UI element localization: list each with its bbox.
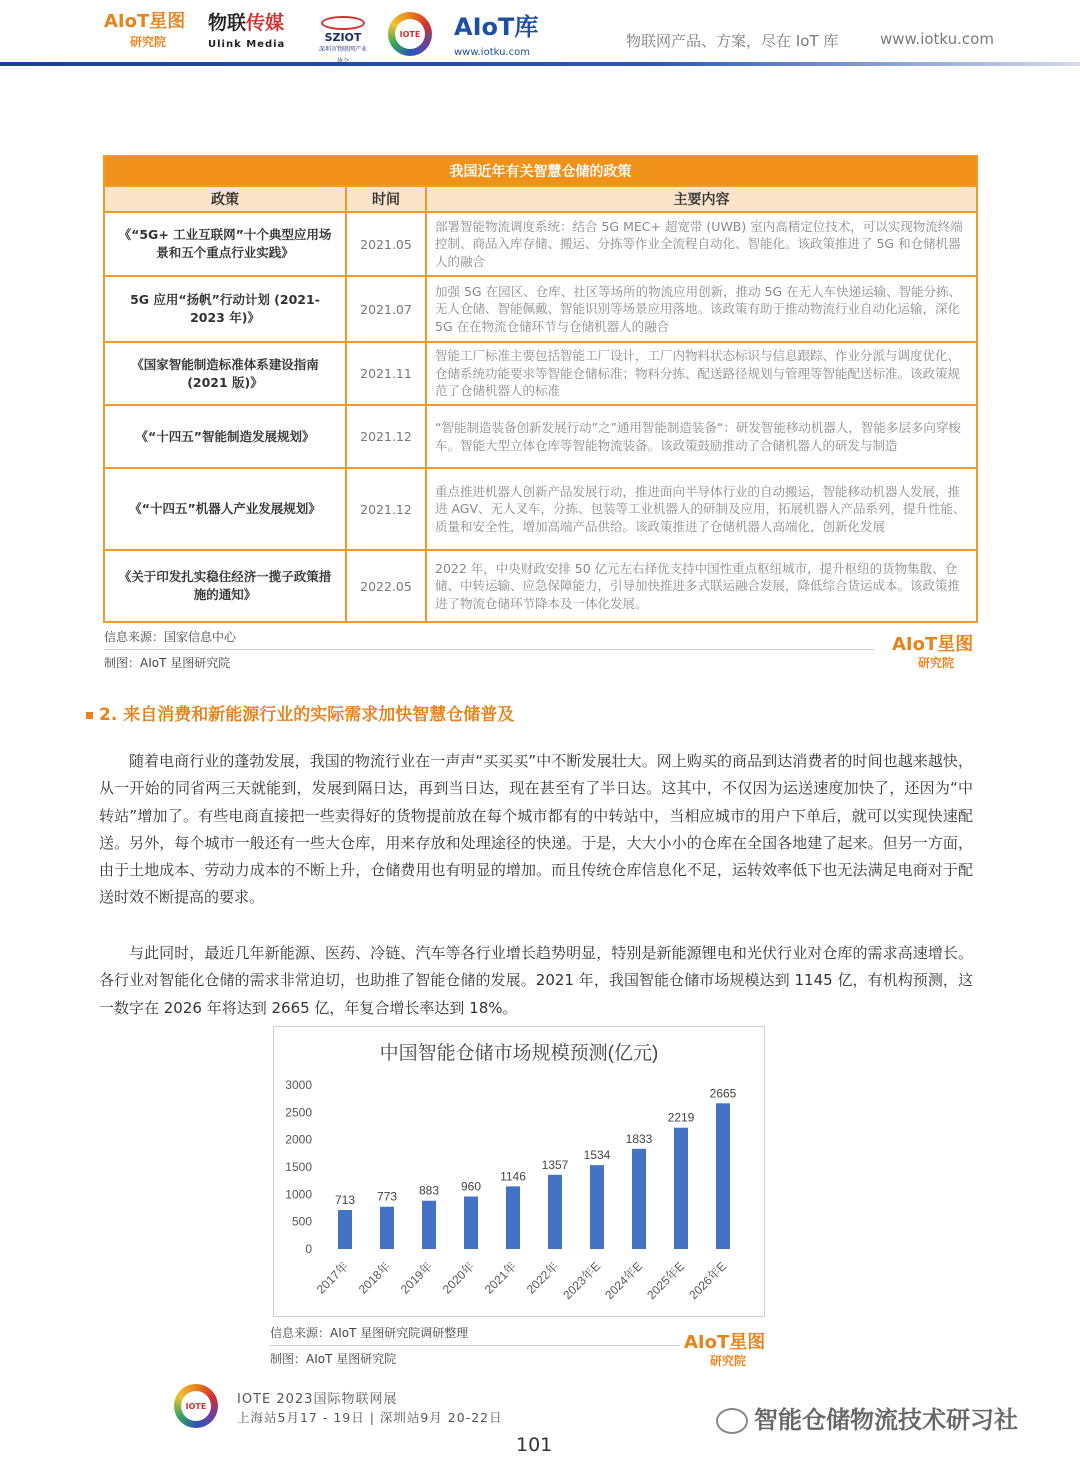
body-paragraph: 随着电商行业的蓬勃发展，我国的物流行业在一声声“买买买”中不断发展壮大。网上购买的商品到达消费者的时间也越来越快，从一开始的同省两三天就能到，发展到隔日达，再到当日达，现在甚至有了半日达。这其中，不仅因为运送速度加快了，还因为“中转站”增加了。有些电商直接把一些卖得好的货物提前放在每个城市都有的中转站中，当相应城市的用户下单后，就可以实现快速配送。另外，每个城市一般还有一些大仓库，用来存放和处理途径的快递。于是，大大小小的仓库在全国各地建了起来。但另一方面，由于土地成本、劳动力成本的不断上升，仓储费用也有明显的增加。而且传统仓库信息化不足，运转效率低下也无法满足电商对于配送时效不断提高的要求。 bbox=[99, 752, 973, 907]
iote-footer-text: IOTE bbox=[181, 1391, 211, 1421]
data-label: 773 bbox=[376, 1189, 398, 1204]
y-tick-label: 2000 bbox=[285, 1132, 312, 1147]
table-made-by: 制图：AIoT 星图研究院 bbox=[104, 656, 231, 670]
chart-bar bbox=[590, 1165, 604, 1249]
section-heading bbox=[86, 700, 514, 725]
table-caption-row bbox=[104, 156, 977, 186]
x-tick-label: 2021年 bbox=[481, 1259, 520, 1297]
wulian-media-logo bbox=[208, 12, 285, 56]
x-tick-label: 2025年E bbox=[644, 1259, 688, 1303]
brand-mark-sub: 研究院 bbox=[710, 1354, 747, 1368]
y-tick-label: 1000 bbox=[285, 1187, 312, 1202]
aiotku-logo-sub: www.iotku.com bbox=[454, 47, 530, 58]
aiot-brand-mark bbox=[684, 1334, 765, 1370]
sziot-logo-text: SZIOT bbox=[324, 31, 362, 44]
chart-bar bbox=[674, 1128, 688, 1249]
data-label: 1833 bbox=[625, 1131, 653, 1146]
chart-source: 信息来源：AIoT 星图研究院调研整理 bbox=[270, 1326, 469, 1340]
data-label: 1534 bbox=[583, 1148, 611, 1163]
table-row bbox=[104, 405, 977, 468]
chart-bar bbox=[716, 1103, 730, 1249]
column-header: 政策 bbox=[104, 186, 346, 212]
body-paragraph: 与此同时，最近几年新能源、医药、冷链、汽车等各行业增长趋势明显，特别是新能源锂电和光伏行业对仓库的需求高速增长。各行业对智能化仓储的需求非常迫切，也助推了智能仓储的发展。2021 年，我国智能仓储市场规模达到 1145 亿，有机构预测，这一数字在 2026 年将达到 2665 亿，年复合增长率达到 18%。 bbox=[99, 944, 973, 1017]
policy-content: 部署智能物流调度系统：结合 5G MEC+ 超宽带 (UWB) 室内高精定位技术，可以实现物流终端控制、商品入库存储、搬运、分拣等作业全流程自动化、智能化。该政策推进了 5G 和仓储机器人的融合 bbox=[426, 212, 977, 276]
policy-name: 《关于印发扎实稳住经济一揽子政策措施的通知》 bbox=[104, 550, 346, 622]
policy-content: 智能工厂标准主要包括智能工厂设计，工厂内物料状态标识与信息跟踪、作业分派与调度优化、仓储系统功能要求等智能仓储标准；物料分拣、配送路径规划与管理等智能配送标准。该政策规范了仓储机器人的标准 bbox=[426, 342, 977, 405]
y-tick-label: 0 bbox=[305, 1242, 312, 1256]
x-tick-label: 2022年 bbox=[523, 1259, 562, 1297]
iote-logo-text: IOTE bbox=[395, 19, 425, 49]
brand-mark-sub: 研究院 bbox=[918, 656, 955, 670]
y-tick-label: 1500 bbox=[285, 1160, 312, 1174]
policy-content: 重点推进机器人创新产品发展行动，推进面向半导体行业的自动搬运，智能移动机器人发展，推进 AGV、无人叉车，分拣、包装等工业机器人的研制及应用，拓展机器人产品系列，提升性能、质量和安全性，增加高端产品供给。该政策推进了仓储机器人高端化，创新化发展 bbox=[426, 468, 977, 550]
aiot-logo-text: AIoT星图 bbox=[104, 11, 186, 32]
chart-bar bbox=[506, 1186, 520, 1249]
x-tick-label: 2024年E bbox=[602, 1259, 646, 1303]
policy-content: “智能制造装备创新发展行动”之”通用智能制造装备“：研发智能移动机器人，智能多层多向穿梭车。智能大型立体仓库等智能物流装备。该政策鼓励推动了合储机器人的研发与制造 bbox=[426, 405, 977, 468]
table-row bbox=[104, 276, 977, 342]
table-row bbox=[104, 468, 977, 550]
iote-logo bbox=[388, 12, 432, 56]
data-label: 2219 bbox=[667, 1110, 695, 1125]
data-label: 1357 bbox=[541, 1157, 569, 1172]
square-bullet-icon bbox=[86, 712, 93, 719]
expo-dates: 上海站5月17 - 19日 | 深圳站9月 20-22日 bbox=[237, 1410, 503, 1425]
x-tick-label: 2023年E bbox=[560, 1259, 604, 1303]
chart-canvas bbox=[274, 1027, 764, 1316]
chart-bar bbox=[422, 1201, 436, 1249]
source-divider bbox=[104, 649, 874, 650]
chart-bar bbox=[380, 1207, 394, 1249]
chart-bar bbox=[338, 1210, 352, 1249]
chart-title: 中国智能仓储市场规模预测(亿元) bbox=[379, 1043, 659, 1064]
wulian-logo-sub: Ulink Media bbox=[208, 39, 286, 50]
data-label: 2665 bbox=[709, 1086, 737, 1101]
column-header: 时间 bbox=[346, 186, 426, 212]
policy-content: 2022 年，中央财政安排 50 亿元左右择优支持中国性重点枢纽城市，提升枢纽的货物集散、仓储、中转运输、应急保障能力，引导加快推进多式联运融合发展，降低综合货运成本。该政策推进了物流仓储环节降本及一体化发展。 bbox=[426, 550, 977, 622]
policy-time: 2021.12 bbox=[346, 405, 426, 468]
table-row bbox=[104, 342, 977, 405]
table-header-row bbox=[104, 186, 977, 212]
wulian-logo-a: 物联 bbox=[208, 12, 247, 34]
data-label: 883 bbox=[418, 1183, 440, 1198]
chart-bar bbox=[464, 1197, 478, 1249]
aiotku-logo-text: AIoT库 bbox=[454, 13, 539, 41]
table-title: 我国近年有关智慧仓储的政策 bbox=[104, 156, 977, 186]
chart-source-divider bbox=[270, 1345, 680, 1346]
chart-made-by: 制图：AIoT 星图研究院 bbox=[270, 1352, 397, 1366]
y-tick-label: 2500 bbox=[285, 1105, 312, 1120]
y-tick-label: 3000 bbox=[285, 1078, 312, 1092]
wulian-logo-b: 传媒 bbox=[246, 12, 285, 34]
x-tick-label: 2019年 bbox=[397, 1259, 436, 1297]
policy-name: 《“十四五”智能制造发展规划》 bbox=[104, 405, 346, 468]
aiot-brand-mark bbox=[892, 636, 973, 672]
brand-mark-text: AIoT星图 bbox=[684, 1332, 766, 1353]
section-heading-text: 2. 来自消费和新能源行业的实际需求加快智慧仓储普及 bbox=[99, 705, 515, 725]
header-url[interactable]: www.iotku.com bbox=[880, 30, 994, 48]
wechat-watermark bbox=[716, 1400, 1018, 1435]
market-size-chart bbox=[273, 1026, 765, 1317]
column-header: 主要内容 bbox=[426, 186, 977, 212]
x-tick-label: 2026年E bbox=[686, 1259, 730, 1303]
x-tick-label: 2018年 bbox=[355, 1259, 394, 1297]
policy-content: 加强 5G 在园区、仓库、社区等场所的物流应用创新，推动 5G 在无人车快递运输、智能分拣、无人仓储、智能佩戴、智能识别等场景应用落地。该政策有助于推动物流行业自动化运输，深化 5G 在在物流仓储环节与仓储机器人的融合 bbox=[426, 276, 977, 342]
aiotku-logo bbox=[454, 14, 538, 66]
x-tick-label: 2020年 bbox=[439, 1259, 478, 1297]
aiot-logo bbox=[104, 12, 185, 52]
watermark-text: 智能仓储物流技术研习社 bbox=[754, 1406, 1018, 1434]
iote-footer-logo bbox=[174, 1384, 218, 1428]
expo-title: IOTE 2023国际物联网展 bbox=[237, 1392, 398, 1407]
y-tick-label: 500 bbox=[291, 1214, 312, 1229]
header-tagline: 物联网产品、方案，尽在 IoT 库 bbox=[626, 32, 839, 50]
data-label: 960 bbox=[460, 1179, 482, 1194]
policy-time: 2022.05 bbox=[346, 550, 426, 622]
sziot-logo bbox=[318, 16, 368, 68]
table-row bbox=[104, 212, 977, 276]
page-number: 101 bbox=[516, 1434, 553, 1456]
chart-bar bbox=[632, 1149, 646, 1249]
policy-name: 《“十四五”机器人产业发展规划》 bbox=[104, 468, 346, 550]
header-divider bbox=[0, 62, 1080, 66]
table-row bbox=[104, 550, 977, 622]
policy-time: 2021.05 bbox=[346, 212, 426, 276]
policy-table bbox=[103, 155, 978, 623]
sziot-logo-sub: 深圳市物联网产业 bbox=[318, 46, 367, 53]
brand-mark-text: AIoT星图 bbox=[892, 634, 974, 655]
sziot-ring-icon bbox=[321, 16, 365, 30]
policy-time: 2021.12 bbox=[346, 468, 426, 550]
wechat-icon bbox=[716, 1408, 748, 1434]
data-label: 1146 bbox=[500, 1169, 526, 1184]
table-source: 信息来源：国家信息中心 bbox=[104, 630, 237, 644]
policy-name: 《“5G+ 工业互联网”十个典型应用场景和五个重点行业实践》 bbox=[104, 212, 346, 276]
aiot-logo-sub: 研究院 bbox=[130, 35, 167, 49]
policy-name: 5G 应用“扬帆”行动计划 (2021-2023 年)》 bbox=[104, 276, 346, 342]
chart-bar bbox=[548, 1175, 562, 1249]
policy-name: 《国家智能制造标准体系建设指南(2021 版)》 bbox=[104, 342, 346, 405]
data-label: 713 bbox=[334, 1193, 356, 1208]
policy-time: 2021.11 bbox=[346, 342, 426, 405]
policy-time: 2021.07 bbox=[346, 276, 426, 342]
page-header bbox=[0, 0, 1080, 66]
x-tick-label: 2017年 bbox=[313, 1259, 352, 1297]
